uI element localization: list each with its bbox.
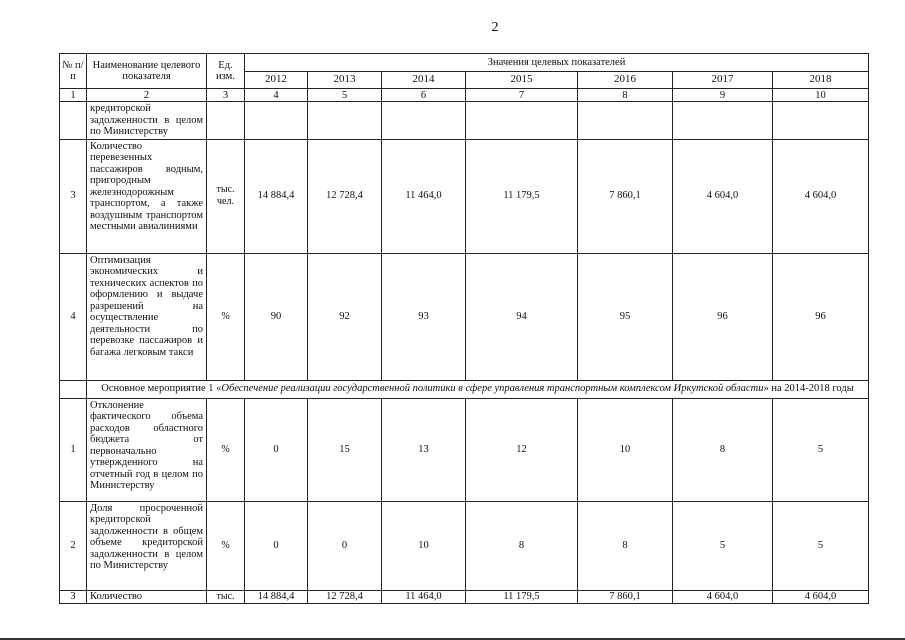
row-value: 4 604,0 [773,139,869,253]
row-unit: % [207,501,245,590]
row-value: 4 604,0 [673,139,773,253]
row-value: 11 464,0 [382,590,466,603]
index-cell: 7 [466,89,578,102]
header-row [60,54,869,72]
index-cell: 2 [87,89,207,102]
index-cell: 4 [245,89,308,102]
row-value: 0 [308,501,382,590]
table-row [60,139,869,253]
row-value: 5 [773,398,869,501]
table-row [60,253,869,380]
row-value: 7 860,1 [578,590,673,603]
row-value: 11 464,0 [382,139,466,253]
year-cell: 2016 [578,71,673,89]
row-unit: тыс. [207,590,245,603]
year-cell: 2014 [382,71,466,89]
row-value [245,102,308,140]
row-value: 12 [466,398,578,501]
row-name: Отклонение фактического объема расходов областного бюджета от первоначально утвержденного на отчетный год в целом по Министерству [87,398,207,501]
row-value: 4 604,0 [673,590,773,603]
row-name: Количество перевезенных пассажиров водным, пригородным железнодорожным транспортом, а также воздушным транспортом местными авиалиниями [87,139,207,253]
row-value: 14 884,4 [245,139,308,253]
row-value: 90 [245,253,308,380]
table-row [60,398,869,501]
index-cell: 10 [773,89,869,102]
index-cell: 3 [207,89,245,102]
row-value: 96 [673,253,773,380]
row-unit: % [207,398,245,501]
row-name: Количество [87,590,207,603]
header-num: № п/п [60,54,87,89]
section-suffix: » на 2014-2018 годы [763,383,854,395]
row-value: 14 884,4 [245,590,308,603]
row-value: 7 860,1 [578,139,673,253]
row-num: 1 [60,398,87,501]
section-title [87,380,869,398]
row-value: 10 [578,398,673,501]
row-value [578,102,673,140]
year-cell: 2012 [245,71,308,89]
row-value: 11 179,5 [466,590,578,603]
row-num: 2 [60,501,87,590]
year-cell: 2017 [673,71,773,89]
year-cell: 2018 [773,71,869,89]
row-unit [207,102,245,140]
row-value: 93 [382,253,466,380]
section-prefix: Основное мероприятие 1 « [101,383,222,395]
header-values: Значения целевых показателей [245,54,869,72]
row-value: 5 [673,501,773,590]
header-unit: Ед. изм. [207,54,245,89]
header-name: Наименование целевого показателя [87,54,207,89]
table-row [60,102,869,140]
table-row [60,590,869,603]
row-num: 3 [60,139,87,253]
row-num: 3 [60,590,87,603]
index-cell: 5 [308,89,382,102]
row-value: 5 [773,501,869,590]
row-value: 95 [578,253,673,380]
row-value: 8 [673,398,773,501]
row-value: 92 [308,253,382,380]
row-value: 0 [245,501,308,590]
page-number: 2 [491,20,499,35]
row-value [673,102,773,140]
row-value: 8 [466,501,578,590]
index-cell: 1 [60,89,87,102]
row-value: 13 [382,398,466,501]
section-spacer [60,380,87,398]
row-value: 11 179,5 [466,139,578,253]
row-value [382,102,466,140]
index-cell: 8 [578,89,673,102]
index-cell: 6 [382,89,466,102]
row-value: 10 [382,501,466,590]
row-value [308,102,382,140]
row-num [60,102,87,140]
section-row [60,380,869,398]
year-cell: 2013 [308,71,382,89]
row-value: 15 [308,398,382,501]
row-name: Доля просроченной кредиторской задолженности в общем объеме кредиторской задолженности в целом по Министерству [87,501,207,590]
row-value: 4 604,0 [773,590,869,603]
row-value [773,102,869,140]
row-unit: тыс. чел. [207,139,245,253]
target-indicators-table [59,53,869,604]
year-cell: 2015 [466,71,578,89]
row-num: 4 [60,253,87,380]
row-value [466,102,578,140]
row-value: 96 [773,253,869,380]
row-value: 12 728,4 [308,139,382,253]
row-value: 12 728,4 [308,590,382,603]
row-name: Оптимизация экономических и технических аспектов по оформлению и выдаче разрешений на осуществление деятельности по перевозке пассажиров и багажа легковым такси [87,253,207,380]
table-row [60,501,869,590]
row-name: кредиторской задолженности в целом по Министерству [87,102,207,140]
section-italic: Обеспечение реализации государственной политики в сфере управления транспортным комплексом Иркутской области [221,383,764,395]
row-value: 0 [245,398,308,501]
index-row [60,89,869,102]
row-value: 94 [466,253,578,380]
row-value: 8 [578,501,673,590]
row-unit: % [207,253,245,380]
index-cell: 9 [673,89,773,102]
